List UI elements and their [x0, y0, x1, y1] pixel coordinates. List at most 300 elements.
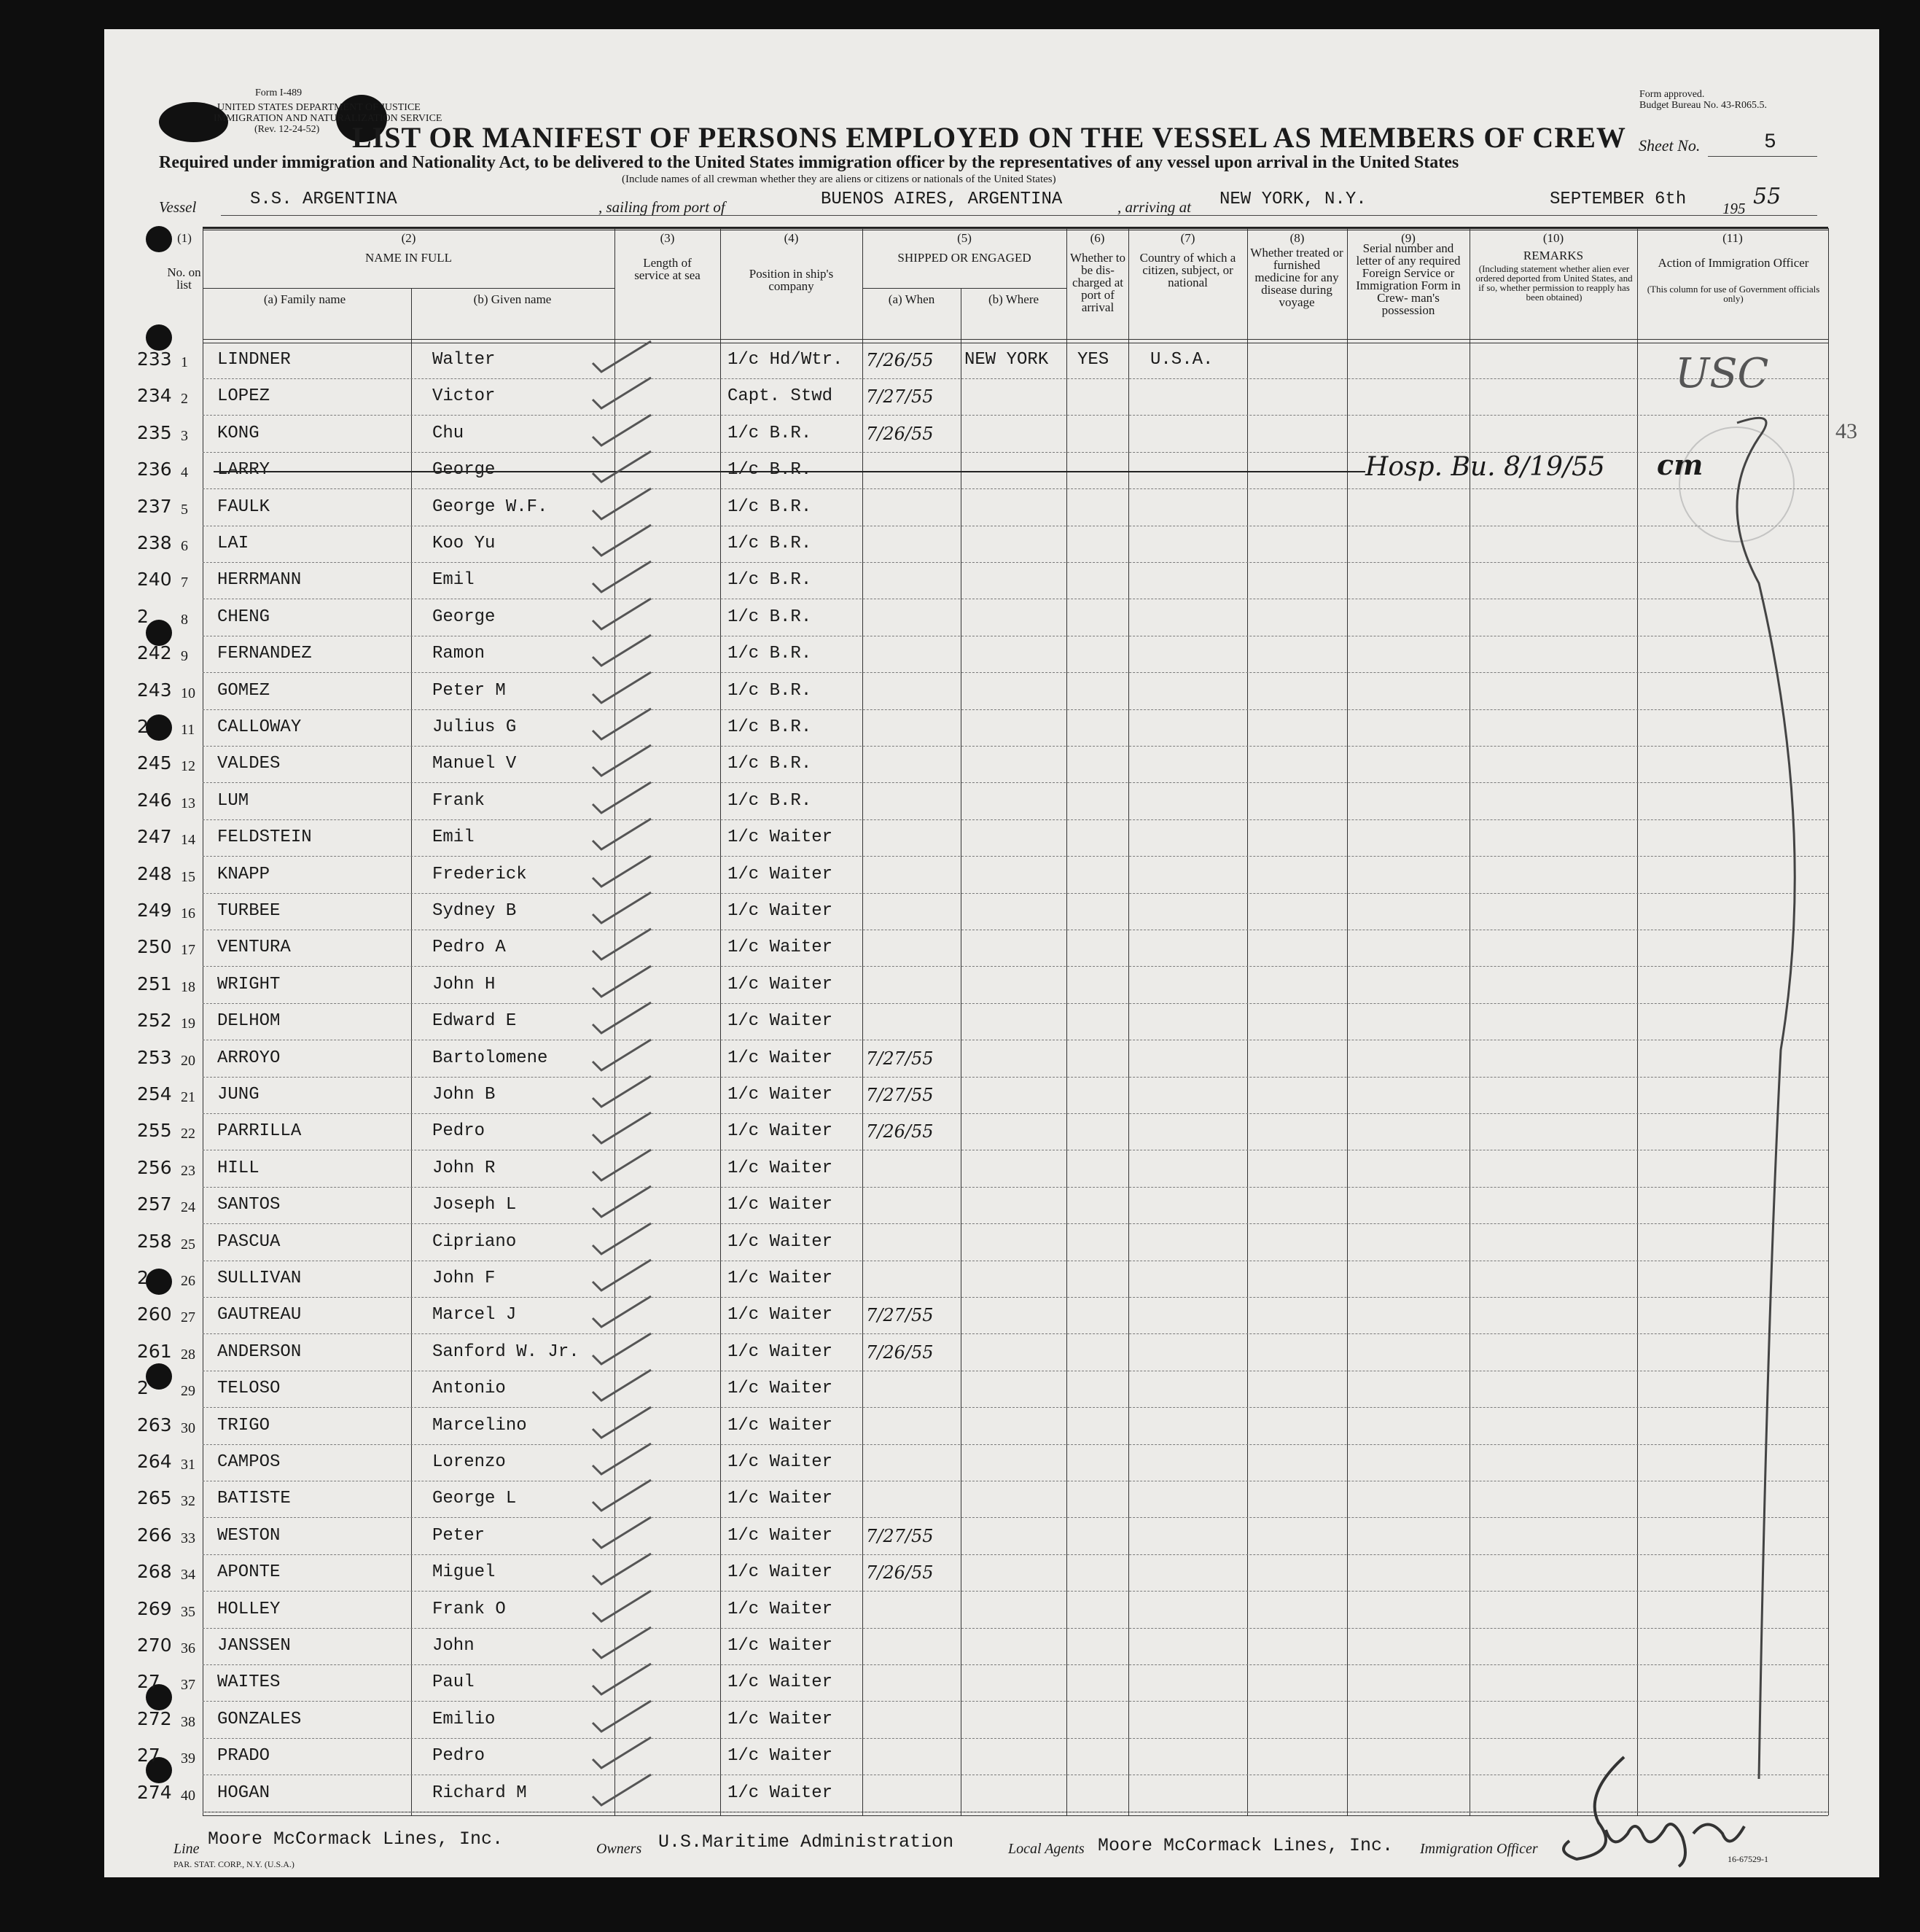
family-name: HOLLEY	[217, 1599, 281, 1619]
given-name: Frederick	[432, 864, 527, 884]
family-name: LARRY	[217, 460, 270, 480]
family-name: KNAPP	[217, 864, 270, 884]
given-name: John R	[432, 1158, 496, 1178]
list-number: 6	[181, 538, 188, 554]
position: 1/c Waiter	[727, 1305, 833, 1325]
manifest-sheet	[104, 29, 1879, 1877]
list-number: 13	[181, 795, 195, 811]
family-name: VALDES	[217, 754, 281, 774]
list-number: 31	[181, 1457, 195, 1473]
family-name: HERRMANN	[217, 570, 302, 591]
sailing-label: , sailing from port of	[598, 198, 725, 216]
position: 1/c Waiter	[727, 974, 833, 994]
given-name: Emilio	[432, 1709, 496, 1729]
form-approved: Form approved.	[1639, 89, 1705, 100]
position: 1/c Waiter	[727, 1195, 833, 1215]
list-number: 38	[181, 1713, 195, 1730]
col-service-header: Length of service at sea	[634, 256, 701, 282]
family-name: LUM	[217, 790, 249, 811]
shipped-when: 7/27/55	[866, 1305, 934, 1326]
vessel-label: Vessel	[159, 198, 197, 216]
position: 1/c B.R.	[727, 790, 812, 811]
table-row	[104, 343, 1879, 379]
tally-number: 242	[137, 642, 172, 664]
col-when-header: (a) When	[888, 292, 935, 306]
position: 1/c Waiter	[727, 1231, 833, 1252]
table-row	[104, 1261, 1879, 1298]
family-name: LOPEZ	[217, 386, 270, 407]
tally-number: 266	[137, 1524, 172, 1546]
col-country-header: Country of which a citizen, subject, or national	[1139, 251, 1236, 289]
tally-number: 2	[137, 1377, 149, 1399]
tally-number: 269	[137, 1597, 172, 1619]
list-number: 21	[181, 1089, 195, 1105]
table-row	[104, 857, 1879, 894]
family-name: FAULK	[217, 496, 270, 517]
list-number: 23	[181, 1162, 195, 1179]
table-row	[104, 1519, 1879, 1555]
tally-number: 245	[137, 752, 172, 774]
col6-number: (6)	[1090, 231, 1105, 245]
col-where-header: (b) Where	[988, 292, 1039, 306]
given-name: Frank O	[432, 1599, 506, 1619]
list-number: 4	[181, 464, 188, 481]
table-row	[104, 1188, 1879, 1224]
tally-number: 238	[137, 532, 172, 553]
form-number: Form I-489	[255, 87, 303, 98]
col4-number: (4)	[784, 231, 799, 245]
position: 1/c Waiter	[727, 1415, 833, 1436]
col11-number: (11)	[1722, 231, 1743, 245]
tally-number: 260	[137, 1304, 172, 1325]
table-row	[104, 1481, 1879, 1518]
list-number: 22	[181, 1126, 195, 1142]
col-action-note: (This column for use of Government officials only)	[1647, 284, 1820, 304]
given-name: Lorenzo	[432, 1452, 506, 1472]
given-name: Manuel V	[432, 754, 517, 774]
shipped-where: NEW YORK	[964, 350, 1049, 370]
tally-number: 240	[137, 569, 172, 591]
given-name: Bartolomene	[432, 1048, 548, 1068]
position: 1/c Waiter	[727, 1525, 833, 1546]
list-number: 29	[181, 1383, 195, 1400]
shipped-when: 7/26/55	[866, 1562, 934, 1584]
given-name: Frank	[432, 790, 485, 811]
tally-number: 248	[137, 862, 172, 884]
shipped-when: 7/26/55	[866, 350, 934, 370]
family-name: JANSSEN	[217, 1636, 291, 1656]
revision-line: (Rev. 12-24-52)	[254, 124, 320, 135]
col10-number: (10)	[1542, 231, 1564, 245]
line-label: Line	[173, 1841, 200, 1857]
sailing-port: BUENOS AIRES, ARGENTINA	[821, 190, 1063, 209]
position: 1/c Waiter	[727, 1783, 833, 1803]
list-number: 40	[181, 1787, 195, 1804]
position: 1/c B.R.	[727, 717, 812, 737]
given-name: John	[432, 1636, 475, 1656]
row1-action: USC	[1675, 350, 1769, 397]
list-number: 12	[181, 758, 195, 775]
tally-number: 251	[137, 973, 172, 994]
list-number: 26	[181, 1273, 195, 1289]
list-number: 8	[181, 611, 188, 628]
list-number: 36	[181, 1640, 195, 1656]
family-name: ARROYO	[217, 1048, 281, 1068]
given-name: Pedro	[432, 1746, 485, 1767]
list-number: 25	[181, 1236, 195, 1253]
form-code: 16-67529-1	[1728, 1854, 1768, 1864]
list-number: 34	[181, 1567, 195, 1584]
col3-number: (3)	[660, 231, 675, 245]
list-number: 39	[181, 1750, 195, 1767]
family-name: KONG	[217, 423, 259, 443]
position: 1/c Waiter	[727, 1341, 833, 1362]
position: 1/c B.R.	[727, 534, 812, 553]
form-title: LIST OR MANIFEST OF PERSONS EMPLOYED ON THE VESSEL AS MEMBERS OF CREW	[352, 121, 1626, 154]
family-name: HILL	[217, 1158, 259, 1178]
family-name: DELHOM	[217, 1011, 281, 1032]
list-number: 16	[181, 905, 195, 922]
tally-number: 257	[137, 1193, 172, 1215]
tally-number: 274	[137, 1781, 172, 1803]
sheet-number: 5	[1764, 131, 1776, 154]
given-name: Ramon	[432, 644, 485, 664]
list-number: 2	[181, 391, 188, 408]
tally-number: 246	[137, 789, 172, 811]
tally-number: 258	[137, 1230, 172, 1252]
table-row	[104, 379, 1879, 416]
tally-number: 270	[137, 1635, 172, 1656]
given-name: George	[432, 607, 496, 627]
arrival-date: SEPTEMBER 6th	[1550, 190, 1687, 209]
family-name: GOMEZ	[217, 680, 270, 701]
given-name: Julius G	[432, 717, 517, 737]
table-row	[104, 1371, 1879, 1408]
family-name: FERNANDEZ	[217, 644, 312, 664]
family-name: PARRILLA	[217, 1121, 302, 1142]
table-row	[104, 636, 1879, 673]
family-name: CAMPOS	[217, 1452, 281, 1472]
col2-number: (2)	[401, 231, 416, 245]
position: 1/c Waiter	[727, 1599, 833, 1619]
family-name: LAI	[217, 534, 249, 553]
given-name: George L	[432, 1489, 517, 1509]
list-number: 19	[181, 1016, 195, 1032]
list-number: 15	[181, 868, 195, 885]
given-name: John B	[432, 1085, 496, 1105]
position: 1/c Waiter	[727, 1011, 833, 1032]
table-row	[104, 930, 1879, 967]
family-name: VENTURA	[217, 938, 291, 958]
tally-number: 2	[137, 605, 149, 627]
table-row	[104, 1592, 1879, 1629]
tally-number: 250	[137, 936, 172, 958]
shipped-when: 7/26/55	[866, 1121, 934, 1142]
given-name: George	[432, 460, 496, 480]
row4-action: cm	[1657, 448, 1704, 481]
given-name: Edward E	[432, 1011, 517, 1032]
family-name: BATISTE	[217, 1489, 291, 1509]
table-row	[104, 784, 1879, 820]
table-row	[104, 1409, 1879, 1445]
position: 1/c B.R.	[727, 680, 812, 701]
tally-number: 2	[137, 1267, 149, 1288]
position: 1/c Waiter	[727, 864, 833, 884]
position: 1/c Waiter	[727, 1636, 833, 1656]
list-number: 3	[181, 427, 188, 444]
position: 1/c Hd/Wtr.	[727, 350, 843, 370]
agents-label: Local Agents	[1008, 1841, 1085, 1857]
owners-label: Owners	[596, 1841, 642, 1857]
list-number: 9	[181, 648, 188, 665]
family-name: APONTE	[217, 1562, 281, 1583]
required-statement: Required under immigration and Nationality Act, to be delivered to the United States immigration officer by the representatives of any vessel upon arrival in the United States	[159, 153, 1459, 172]
table-row	[104, 1335, 1879, 1371]
given-name: Pedro A	[432, 938, 506, 958]
table-row	[104, 490, 1879, 526]
given-name: Koo Yu	[432, 534, 496, 553]
position: 1/c Waiter	[727, 1048, 833, 1068]
col-medicine-header: Whether treated or furnished medicine for any disease during voyage	[1250, 246, 1343, 309]
tally-number: 237	[137, 495, 172, 517]
position: 1/c B.R.	[727, 607, 812, 627]
position: 1/c Waiter	[727, 938, 833, 958]
budget-bureau: Budget Bureau No. 43-R065.5.	[1639, 100, 1767, 111]
list-number: 18	[181, 978, 195, 995]
year-prefix: 195	[1722, 200, 1746, 217]
position: 1/c Waiter	[727, 1269, 833, 1288]
position: 1/c Waiter	[727, 901, 833, 921]
tally-number: 255	[137, 1120, 172, 1142]
list-number: 17	[181, 942, 195, 959]
tally-number: 236	[137, 459, 172, 480]
family-name: WRIGHT	[217, 974, 281, 994]
include-note: (Include names of all crewman whether they are aliens or citizens or nationals of the United States)	[622, 174, 1056, 185]
given-name: Antonio	[432, 1379, 506, 1399]
table-row	[104, 1445, 1879, 1481]
table-row	[104, 747, 1879, 783]
list-number: 24	[181, 1199, 195, 1216]
list-number: 14	[181, 832, 195, 849]
table-row	[104, 1114, 1879, 1150]
family-name: HOGAN	[217, 1783, 270, 1803]
col-family-header: (a) Family name	[263, 292, 346, 306]
position: 1/c Waiter	[727, 1085, 833, 1105]
list-number: 10	[181, 685, 195, 701]
arrival-port: NEW YORK, N.Y.	[1219, 190, 1367, 209]
sheet-label: Sheet No.	[1639, 136, 1701, 155]
table-row	[104, 1004, 1879, 1040]
list-number: 1	[181, 354, 188, 370]
table-row	[104, 1555, 1879, 1592]
col-remarks-note: (Including statement whether alien ever ordered deported from United States, and if so, whether permission to reapply has been obtained)	[1475, 263, 1633, 303]
table-row	[104, 1702, 1879, 1739]
col-remarks-header: REMARKS	[1523, 249, 1584, 262]
list-number: 30	[181, 1419, 195, 1436]
tally-number: 263	[137, 1414, 172, 1436]
position: 1/c Waiter	[727, 1121, 833, 1142]
col8-number: (8)	[1289, 231, 1305, 245]
table-row	[104, 526, 1879, 563]
given-name: Marcel J	[432, 1305, 517, 1325]
list-number: 20	[181, 1052, 195, 1069]
table-row	[104, 1041, 1879, 1078]
year-suffix: 55	[1753, 184, 1782, 209]
list-number: 7	[181, 574, 188, 591]
table-row	[104, 600, 1879, 636]
tally-number: 264	[137, 1451, 172, 1472]
list-number: 28	[181, 1346, 195, 1363]
position: 1/c B.R.	[727, 460, 812, 480]
col-no-header: No. on list	[167, 265, 201, 292]
family-name: ANDERSON	[217, 1341, 302, 1362]
tally-number: 27	[137, 1745, 160, 1767]
family-name: LINDNER	[217, 350, 291, 370]
given-name: Sydney B	[432, 901, 517, 921]
discharged: YES	[1077, 350, 1109, 370]
table-row	[104, 1151, 1879, 1188]
shipped-when: 7/26/55	[866, 423, 934, 444]
table-row	[104, 563, 1879, 599]
family-name: PASCUA	[217, 1231, 281, 1252]
given-name: Paul	[432, 1672, 475, 1693]
list-number: 27	[181, 1309, 195, 1326]
table-row	[104, 710, 1879, 747]
list-number: 37	[181, 1677, 195, 1694]
list-number: 11	[181, 722, 195, 738]
table-row	[104, 416, 1879, 453]
col-serial-header: Serial number and letter of any required Foreign Service or Immigration Form in Crew- man's possession	[1356, 241, 1461, 317]
shipped-when: 7/27/55	[866, 386, 934, 408]
position: 1/c B.R.	[727, 754, 812, 774]
position: 1/c Waiter	[727, 1746, 833, 1767]
strike-through	[214, 471, 1365, 472]
table-row	[104, 967, 1879, 1004]
tally-number: 234	[137, 385, 172, 407]
table-row	[104, 674, 1879, 710]
given-name: Emil	[432, 570, 475, 591]
table-row	[104, 1665, 1879, 1702]
given-name: Peter	[432, 1525, 485, 1546]
tally-number: 27	[137, 1671, 160, 1693]
given-name: Peter M	[432, 680, 506, 701]
position: 1/c B.R.	[727, 423, 812, 443]
family-name: SULLIVAN	[217, 1269, 302, 1288]
tally-number: 235	[137, 421, 172, 443]
given-name: Pedro	[432, 1121, 485, 1142]
shipped-when: 7/26/55	[866, 1341, 934, 1363]
given-name: Richard M	[432, 1783, 527, 1803]
given-name: John H	[432, 974, 496, 994]
family-name: GONZALES	[217, 1709, 302, 1729]
list-number: 32	[181, 1493, 195, 1510]
given-name: Miguel	[432, 1562, 496, 1583]
tally-number: 254	[137, 1083, 172, 1105]
col-given-header: (b) Given name	[473, 292, 552, 306]
position: 1/c Waiter	[727, 1158, 833, 1178]
tally-number: 268	[137, 1561, 172, 1583]
family-name: JUNG	[217, 1085, 259, 1105]
position: 1/c B.R.	[727, 570, 812, 591]
position: 1/c Waiter	[727, 1672, 833, 1693]
position: Capt. Stwd	[727, 386, 833, 407]
arriving-label: , arriving at	[1117, 198, 1191, 216]
family-name: WAITES	[217, 1672, 281, 1693]
col9-number: (9)	[1401, 231, 1416, 245]
col-action-header: Action of Immigration Officer	[1658, 256, 1809, 270]
given-name: Walter	[432, 350, 496, 370]
tally-number: 243	[137, 679, 172, 701]
table-row	[104, 894, 1879, 930]
table-row	[104, 1225, 1879, 1261]
position: 1/c Waiter	[727, 1489, 833, 1509]
given-name: Marcelino	[432, 1415, 527, 1436]
col-position-header: Position in ship's company	[749, 267, 834, 293]
col-name-header: NAME IN FULL	[365, 251, 452, 265]
shipped-when: 7/27/55	[866, 1048, 934, 1069]
table-row	[104, 453, 1879, 489]
tally-number: 249	[137, 900, 172, 921]
col1-number: (1)	[177, 231, 192, 245]
tally-number: 272	[137, 1707, 172, 1729]
given-name: George W.F.	[432, 496, 548, 517]
family-name: CHENG	[217, 607, 270, 627]
family-name: TELOSO	[217, 1379, 281, 1399]
given-name: John F	[432, 1269, 496, 1288]
position: 1/c B.R.	[727, 496, 812, 517]
tally-number: 265	[137, 1487, 172, 1509]
officer-label: Immigration Officer	[1420, 1841, 1538, 1857]
officer-signature	[1555, 1750, 1773, 1874]
given-name: Emil	[432, 827, 475, 848]
service-line: IMMIGRATION AND NATURALIZATION SERVICE	[214, 113, 442, 124]
position: 1/c Waiter	[727, 1452, 833, 1472]
col5-number: (5)	[957, 231, 972, 245]
given-name: Sanford W. Jr.	[432, 1341, 579, 1362]
table-row	[104, 1298, 1879, 1334]
table-row	[104, 1078, 1879, 1114]
tally-number: 247	[137, 826, 172, 848]
list-number: 5	[181, 501, 188, 518]
family-name: GAUTREAU	[217, 1305, 302, 1325]
vessel-name: S.S. ARGENTINA	[250, 190, 397, 209]
margin-number: 43	[1835, 419, 1857, 443]
given-name: Cipriano	[432, 1231, 517, 1252]
tally-number: 253	[137, 1046, 172, 1068]
position: 1/c Waiter	[727, 1379, 833, 1399]
department-line: UNITED STATES DEPARTMENT OF JUSTICE	[217, 102, 421, 113]
tally-number: 2	[137, 716, 149, 737]
family-name: WESTON	[217, 1525, 281, 1546]
country: U.S.A.	[1150, 350, 1214, 370]
position: 1/c Waiter	[727, 1709, 833, 1729]
tally-number: 256	[137, 1156, 172, 1178]
list-number: 33	[181, 1530, 195, 1546]
family-name: FELDSTEIN	[217, 827, 312, 848]
table-row	[104, 820, 1879, 857]
given-name: Joseph L	[432, 1195, 517, 1215]
shipped-when: 7/27/55	[866, 1085, 934, 1105]
hospital-remark: Hosp. Bu. 8/19/55	[1365, 452, 1605, 482]
family-name: PRADO	[217, 1746, 270, 1767]
line-name: Moore McCormack Lines, Inc.	[208, 1828, 504, 1850]
check-mark	[578, 1767, 666, 1811]
col-discharge-header: Whether to be dis- charged at port of arrival	[1070, 251, 1125, 314]
given-name: Chu	[432, 423, 464, 443]
position: 1/c B.R.	[727, 644, 812, 664]
family-name: SANTOS	[217, 1195, 281, 1215]
pen-stroke	[1671, 394, 1817, 1815]
